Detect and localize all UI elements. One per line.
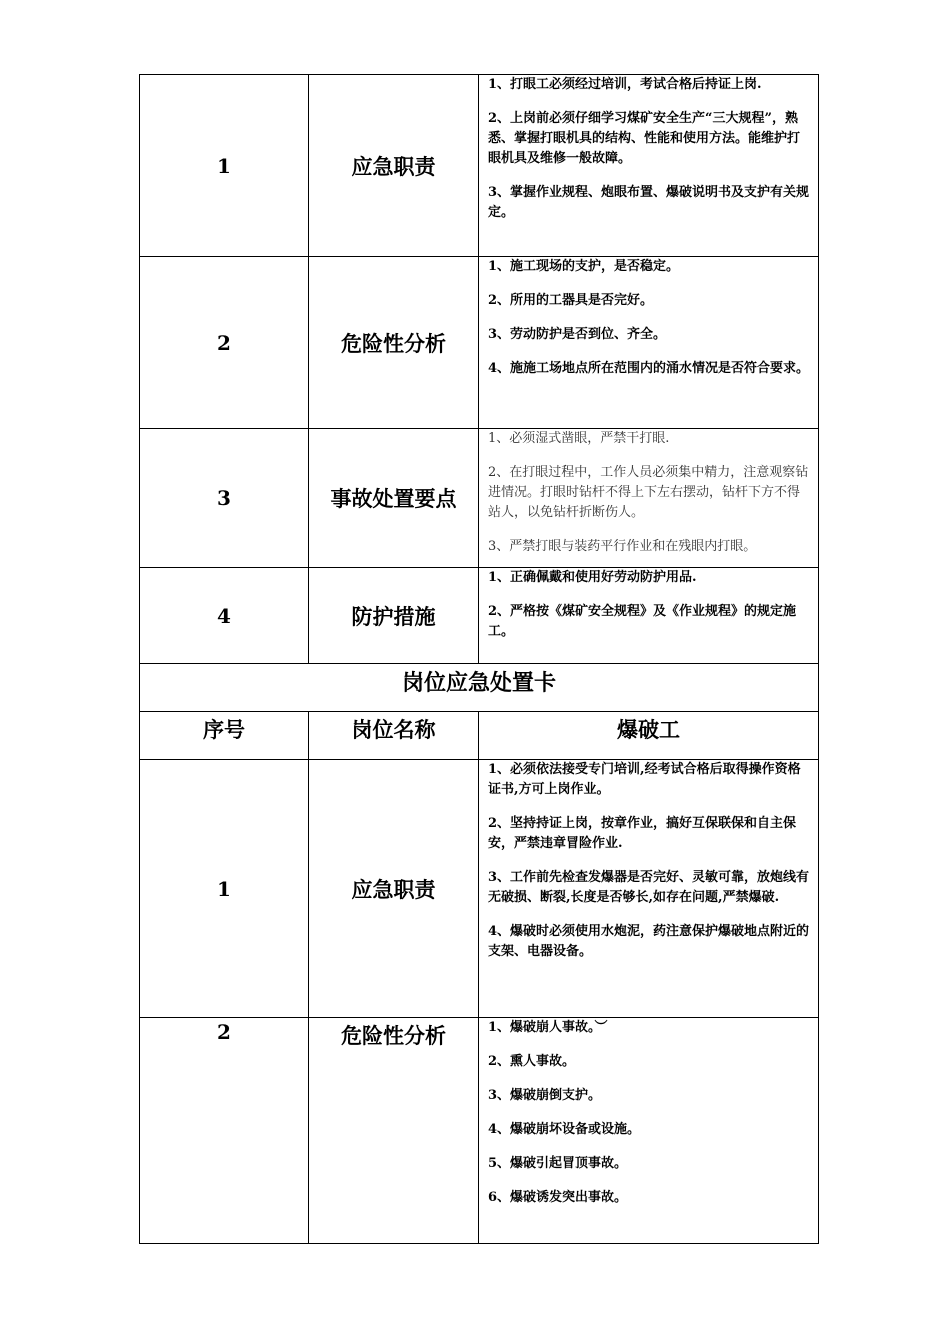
card-title-row <box>140 664 819 712</box>
list-item: 2、所用的工器具是否完好。 <box>488 293 654 308</box>
list-item: 3、严禁打眼与装药平行作业和在残眼内打眼。 <box>488 539 757 554</box>
row-category: 危险性分析 <box>309 257 479 429</box>
list-item: 1、正确佩戴和使用好劳动防护用品. <box>488 570 697 585</box>
row-category: 防护措施 <box>309 568 479 664</box>
list-item: 2、熏人事故。 <box>488 1054 576 1069</box>
row-number: 4 <box>140 568 309 664</box>
header-serial-number: 序号 <box>140 712 309 760</box>
card-title: 岗位应急处置卡 <box>140 664 819 712</box>
header-row <box>140 712 819 760</box>
row-number: 2 <box>140 1018 309 1244</box>
list-item: 2、上岗前必须仔细学习煤矿安全生产“三大规程”，熟悉、掌握打眼机具的结构、性能和使用方法。能维护打眼机具及维修一般故障。 <box>488 111 801 166</box>
list-item: 1、施工现场的支护，是否稳定。 <box>488 259 680 274</box>
list-item: 2、坚持持证上岗，按章作业，搞好互保联保和自主保安，严禁违章冒险作业. <box>488 816 797 851</box>
list-item: 3、爆破崩倒支护。 <box>488 1088 602 1103</box>
list-item: 1、必须依法接受专门培训,经考试合格后取得操作资格证书,方可上岗作业。 <box>488 762 801 797</box>
row-number: 1 <box>140 75 309 257</box>
list-item: 3、掌握作业规程、炮眼布置、爆破说明书及支护有关规定。 <box>488 185 810 220</box>
row-number: 2 <box>140 257 309 429</box>
row-content <box>479 257 819 429</box>
list-item: 2、在打眼过程中，工作人员必须集中精力，注意观察钻进情况。打眼时钻杆不得上下左右摆动，钻杆下方不得站人，以免钻杆折断伤人。 <box>488 465 809 520</box>
list-item: 3、工作前先检查发爆器是否完好、灵敏可靠，放炮线有无破损、断裂,长度是否够长,如存在问题,严禁爆破. <box>488 870 810 905</box>
list-item: 1、必须湿式凿眼，严禁干打眼. <box>488 431 670 446</box>
table-row <box>140 760 819 1018</box>
list-item: 1、打眼工必须经过培训，考试合格后持证上岗. <box>488 77 762 92</box>
list-item: 1、爆破崩人事故。︶ <box>488 1020 608 1035</box>
row-content <box>479 760 819 1018</box>
row-category: 应急职责 <box>309 760 479 1018</box>
list-item: 4、爆破崩坏设备或设施。 <box>488 1122 641 1137</box>
table-row <box>140 1018 819 1244</box>
header-post-name: 岗位名称 <box>309 712 479 760</box>
row-category: 应急职责 <box>309 75 479 257</box>
row-category: 危险性分析 <box>309 1018 479 1244</box>
list-item: 4、爆破时必须使用水炮泥，药注意保护爆破地点附近的支架、电器设备。 <box>488 924 810 959</box>
row-number: 3 <box>140 429 309 568</box>
emergency-card-table <box>139 74 819 1244</box>
table-row <box>140 257 819 429</box>
table-row <box>140 568 819 664</box>
list-item: 2、严格按《煤矿安全规程》及《作业规程》的规定施工。 <box>488 604 797 639</box>
header-post-value: 爆破工 <box>479 712 819 760</box>
row-content <box>479 429 819 568</box>
row-number: 1 <box>140 760 309 1018</box>
row-content <box>479 568 819 664</box>
row-category: 事故处置要点 <box>309 429 479 568</box>
list-item: 3、劳动防护是否到位、齐全。 <box>488 327 667 342</box>
list-item: 6、爆破诱发突出事故。 <box>488 1190 628 1205</box>
table-row <box>140 429 819 568</box>
list-item: 5、爆破引起冒顶事故。 <box>488 1156 628 1171</box>
list-item: 4、施施工场地点所在范围内的涌水情况是否符合要求。 <box>488 361 810 376</box>
row-content <box>479 75 819 257</box>
row-content <box>479 1018 819 1244</box>
table-row <box>140 75 819 257</box>
